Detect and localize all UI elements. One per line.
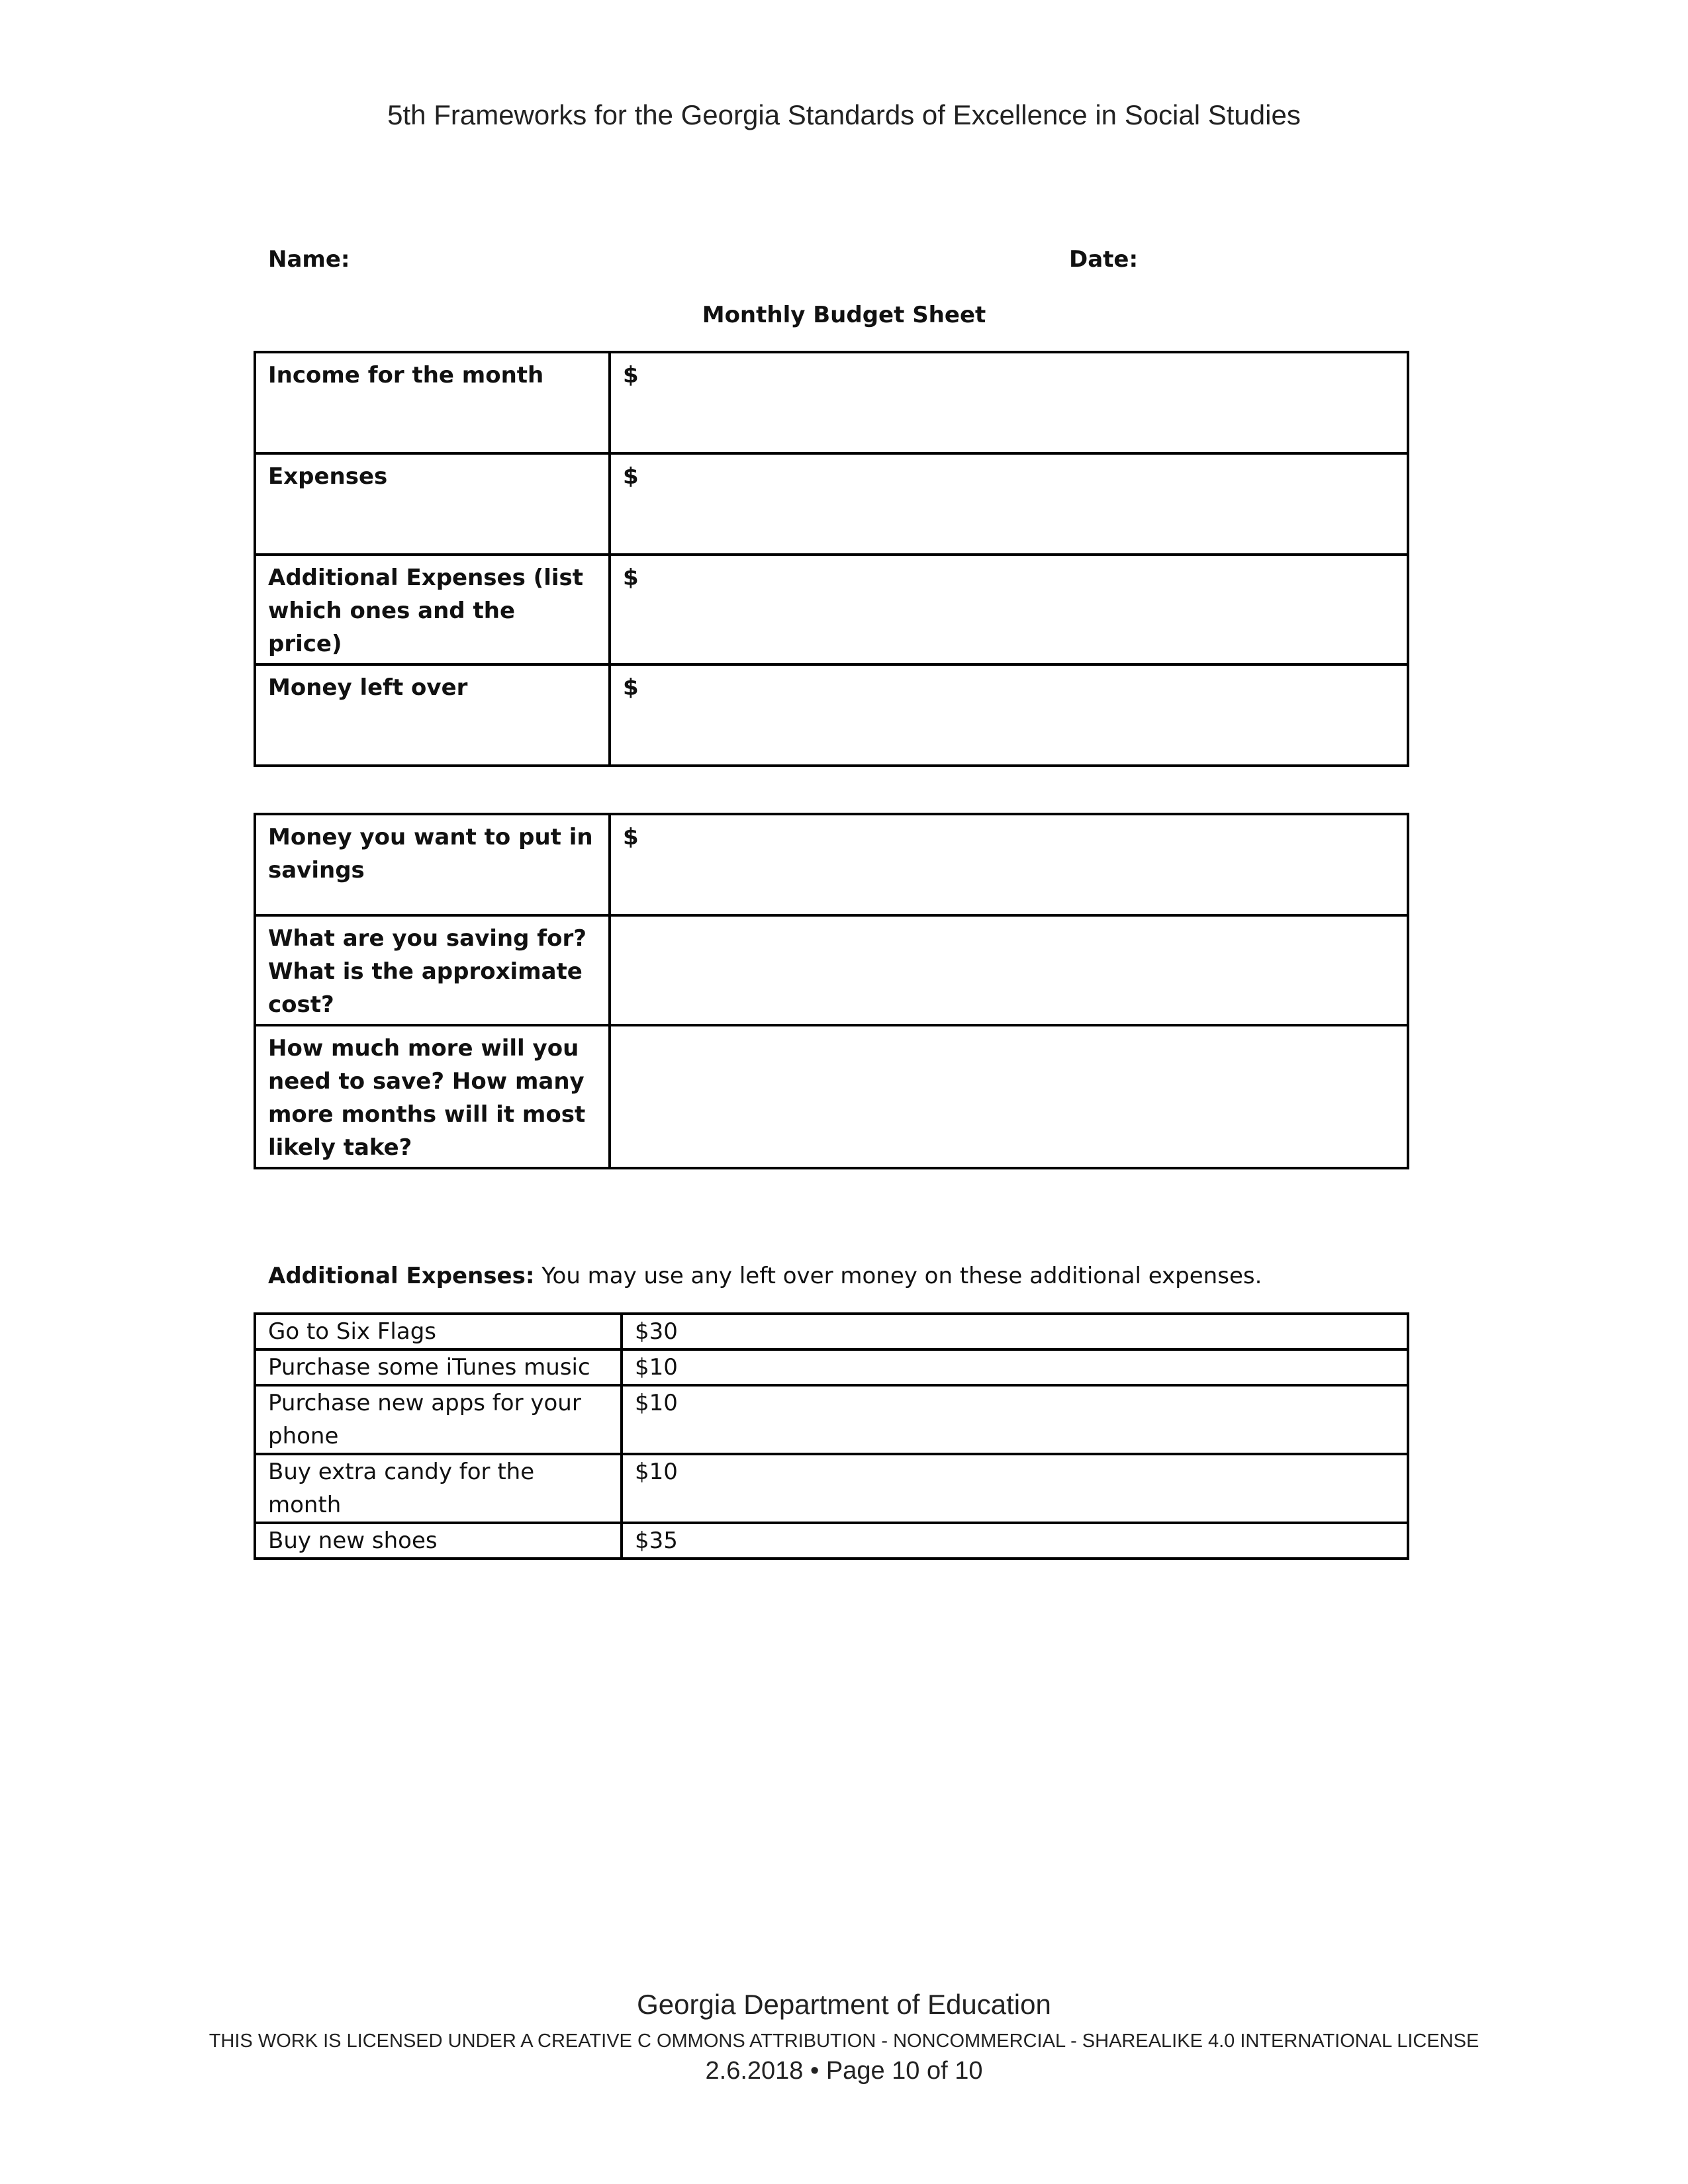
- label-line: which ones and the price): [268, 598, 516, 657]
- table-row: [255, 1385, 1408, 1454]
- savings-amount-label: [255, 814, 610, 915]
- table-row: [255, 814, 1408, 915]
- label-line: Purchase new apps for your: [268, 1390, 581, 1416]
- income-value: $: [610, 352, 1408, 453]
- table-row: [255, 1454, 1408, 1523]
- expense-item-price: $10: [622, 1349, 1408, 1385]
- heading-bold: Additional Expenses:: [268, 1263, 535, 1289]
- additional-expenses-label: [255, 555, 610, 664]
- label-line: cost?: [268, 991, 334, 1018]
- footer-license: THIS WORK IS LICENSED UNDER A CREATIVE C OMMONS ATTRIBUTION - NONCOMMERCIAL - SHAREALIKE 4.0 INTERNATIONAL LICENSE: [209, 2030, 1479, 2052]
- savings-amount-value: $: [610, 814, 1408, 915]
- savings-table: [254, 813, 1409, 1169]
- additional-expenses-heading: [268, 1263, 1262, 1289]
- footer-organization: Georgia Department of Education: [637, 1989, 1051, 2020]
- label-line: phone: [268, 1423, 339, 1449]
- label-line: need to save? How many: [268, 1068, 585, 1095]
- income-label: Income for the month: [255, 352, 610, 453]
- budget-table: [254, 351, 1409, 767]
- table-row: [255, 1314, 1408, 1349]
- label-line: How much more will you: [268, 1035, 579, 1062]
- expense-item-label: [255, 1385, 622, 1454]
- heading-rest: You may use any left over money on these additional expenses.: [534, 1263, 1262, 1289]
- expense-item-label: Buy new shoes: [255, 1523, 622, 1559]
- table-row: [255, 453, 1408, 555]
- expenses-label: Expenses: [255, 453, 610, 555]
- table-row: [255, 555, 1408, 664]
- table-row: [255, 1349, 1408, 1385]
- saving-goal-label: [255, 915, 610, 1025]
- saving-goal-value: [610, 915, 1408, 1025]
- name-label: Name:: [268, 246, 350, 273]
- table-row: [255, 915, 1408, 1025]
- expense-item-label: Buy extra candy for the month: [255, 1454, 622, 1523]
- expenses-value: $: [610, 453, 1408, 555]
- expense-item-label: Purchase some iTunes music: [255, 1349, 622, 1385]
- remaining-savings-label: [255, 1025, 610, 1168]
- table-row: [255, 664, 1408, 766]
- remaining-savings-value: [610, 1025, 1408, 1168]
- label-line: more months will it most: [268, 1101, 586, 1128]
- footer-page-info: 2.6.2018 • Page 10 of 10: [705, 2057, 983, 2085]
- label-line: Money you want to put in: [268, 824, 593, 850]
- expense-item-label: Go to Six Flags: [255, 1314, 622, 1349]
- label-line: likely take?: [268, 1134, 412, 1161]
- expense-item-price: $35: [622, 1523, 1408, 1559]
- label-line: savings: [268, 857, 365, 884]
- expense-item-price: $30: [622, 1314, 1408, 1349]
- sheet-title: Monthly Budget Sheet: [702, 302, 986, 328]
- expense-item-price: $10: [622, 1385, 1408, 1454]
- label-line: What are you saving for?: [268, 925, 586, 952]
- money-left-label: Money left over: [255, 664, 610, 766]
- additional-expenses-table: [254, 1312, 1409, 1560]
- label-line: Additional Expenses (list: [268, 565, 584, 591]
- label-line: What is the approximate: [268, 958, 583, 985]
- expense-item-price: $10: [622, 1454, 1408, 1523]
- additional-expenses-value: $: [610, 555, 1408, 664]
- table-row: [255, 1523, 1408, 1559]
- page-header: 5th Frameworks for the Georgia Standards of Excellence in Social Studies: [387, 99, 1301, 130]
- table-row: [255, 1025, 1408, 1168]
- money-left-value: $: [610, 664, 1408, 766]
- date-label: Date:: [1069, 246, 1139, 273]
- table-row: [255, 352, 1408, 453]
